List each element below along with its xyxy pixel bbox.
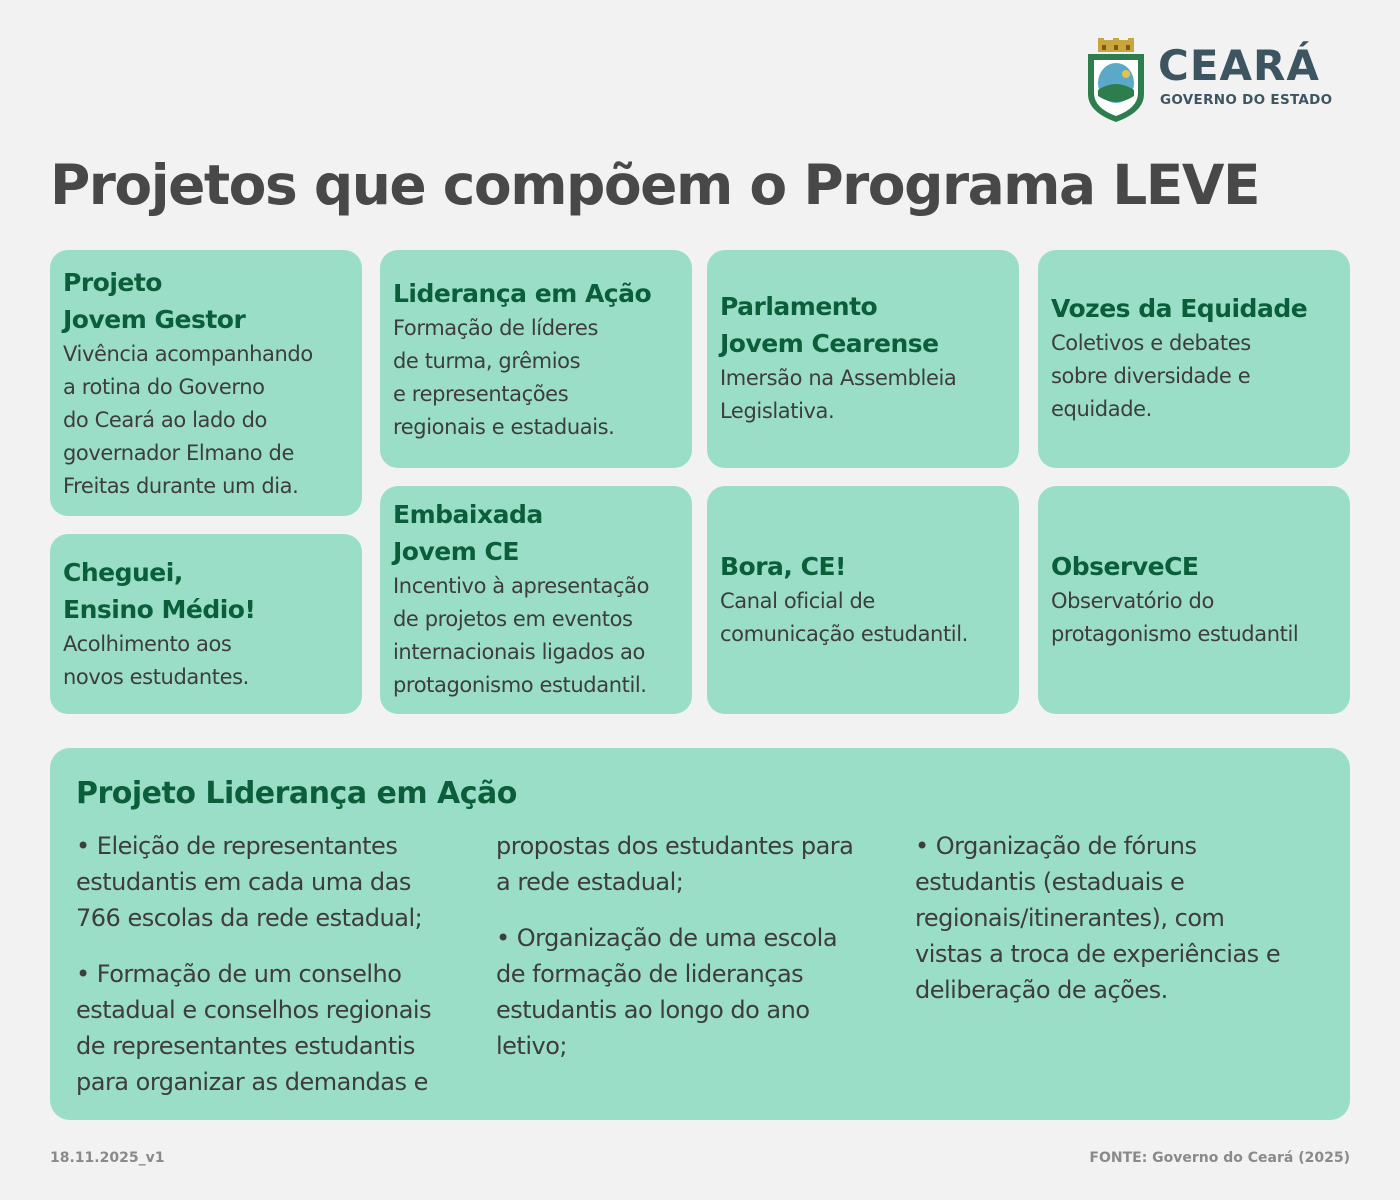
card-description: Incentivo à apresentação de projetos em eventos internacionais ligados ao protagonismo estudantil.	[393, 574, 650, 697]
card-description: Acolhimento aos novos estudantes.	[63, 632, 249, 689]
card-description: Formação de líderes de turma, grêmios e representações regionais e estaduais.	[393, 316, 615, 439]
card-description: Coletivos e debates sobre diversidade e equidade.	[1051, 331, 1251, 421]
logo-subtitle: GOVERNO DO ESTADO	[1160, 92, 1333, 108]
card-embaixada-jovem-ce	[380, 486, 692, 714]
ceara-government-logo	[1084, 38, 1354, 124]
detail-bullet: • Formação de um conselho estadual e conselhos regionais de representantes estudantis para organizar as demandas e	[76, 960, 432, 1096]
card-parlamento-jovem	[707, 250, 1019, 468]
card-lideranca-em-acao	[380, 250, 692, 468]
detail-bullet: • Eleição de representantes estudantis em cada uma das 766 escolas da rede estadual;	[76, 832, 423, 932]
detail-bullet: propostas dos estudantes para a rede estadual;	[496, 832, 854, 896]
card-title: Embaixada Jovem CE	[393, 500, 543, 566]
detail-bullet: • Organização de fóruns estudantis (estaduais e regionais/itinerantes), com vistas a troca de experiências e deliberação de ações.	[915, 832, 1281, 1004]
detail-title: Projeto Liderança em Ação	[76, 776, 517, 811]
card-title: Projeto Jovem Gestor	[63, 268, 246, 334]
card-title: Cheguei, Ensino Médio!	[63, 558, 256, 624]
detail-column-3	[915, 828, 1335, 1008]
logo-title: CEARÁ	[1158, 41, 1320, 90]
page-title: Projetos que compõem o Programa LEVE	[50, 153, 1260, 217]
card-title: Bora, CE!	[720, 552, 846, 581]
card-title: Parlamento Jovem Cearense	[720, 292, 939, 358]
card-bora-ce	[707, 486, 1019, 714]
card-description: Observatório do protagonismo estudantil	[1051, 589, 1299, 646]
card-cheguei-ensino-medio	[50, 534, 362, 714]
card-observece	[1038, 486, 1350, 714]
card-vozes-da-equidade	[1038, 250, 1350, 468]
source-label: FONTE: Governo do Ceará (2025)	[1089, 1150, 1350, 1166]
card-title: Liderança em Ação	[393, 279, 652, 308]
detail-column-1	[76, 828, 486, 1100]
card-title: ObserveCE	[1051, 552, 1199, 581]
coat-of-arms-icon	[1084, 38, 1148, 124]
card-description: Vivência acompanhando a rotina do Governo do Ceará ao lado do governador Elmano de Freitas durante um dia.	[63, 342, 313, 498]
detail-panel	[50, 748, 1350, 1120]
card-title: Vozes da Equidade	[1051, 294, 1308, 323]
card-description: Canal oficial de comunicação estudantil.	[720, 589, 968, 646]
detail-bullet: • Organização de uma escola de formação de lideranças estudantis ao longo do ano letivo;	[496, 924, 838, 1060]
card-description: Imersão na Assembleia Legislativa.	[720, 366, 957, 423]
version-label: 18.11.2025_v1	[50, 1150, 165, 1166]
card-jovem-gestor	[50, 250, 362, 516]
detail-column-2	[496, 828, 906, 1064]
